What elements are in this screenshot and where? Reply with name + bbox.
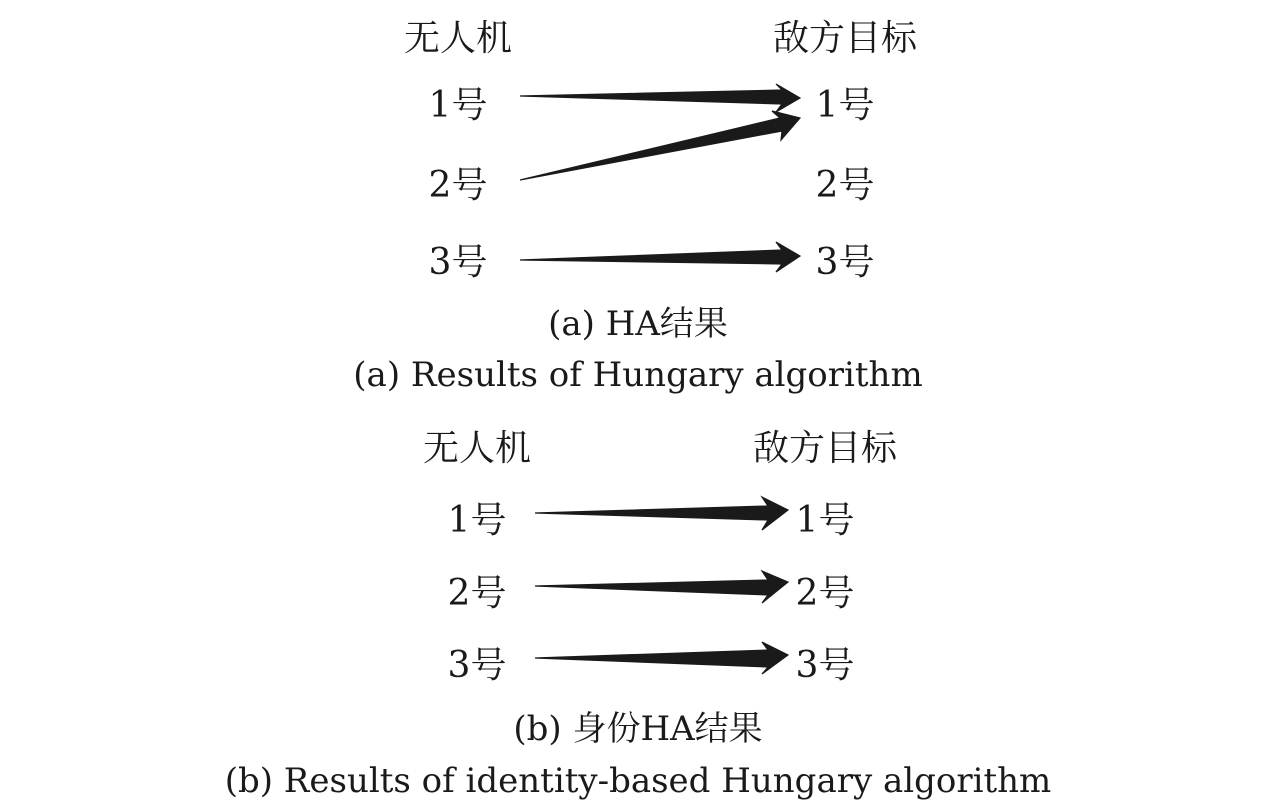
- panel-a-caption-cn: (a) HA结果: [548, 304, 728, 344]
- panel-b-arrow-1-to-1: [535, 497, 788, 530]
- panel-b-target-2: 2号: [795, 573, 855, 614]
- panel-a-right-header: 敌方目标: [772, 18, 918, 59]
- panel-a-left-header: 无人机: [403, 18, 513, 59]
- panel-b-target-1: 1号: [795, 500, 855, 541]
- panel-b: [225, 428, 1052, 801]
- panel-b-right-header: 敌方目标: [752, 428, 898, 469]
- panel-a: [353, 18, 922, 395]
- panel-a-arrow-3-to-3: [520, 242, 800, 272]
- panel-a-arrow-2-to-1: [520, 111, 800, 180]
- panel-a-arrow-1-to-1: [520, 84, 800, 112]
- panel-a-target-2: 2号: [815, 165, 875, 206]
- panel-a-caption-en: (a) Results of Hungary algorithm: [353, 355, 923, 395]
- panel-b-drone-1: 1号: [447, 500, 507, 541]
- panel-b-target-3: 3号: [795, 645, 855, 686]
- panel-b-arrow-2-to-2: [535, 571, 788, 603]
- panel-b-caption-en: (b) Results of identity-based Hungary algorithm: [224, 761, 1052, 801]
- panel-b-drone-2: 2号: [447, 573, 507, 614]
- panel-a-target-3: 3号: [815, 242, 875, 283]
- panel-b-caption-cn: (b) 身份HA结果: [513, 709, 763, 749]
- panel-b-arrow-3-to-3: [535, 642, 788, 674]
- panel-b-drone-3: 3号: [447, 645, 507, 686]
- panel-b-left-header: 无人机: [422, 428, 532, 469]
- panel-a-drone-2: 2号: [428, 165, 488, 206]
- panel-a-drone-3: 3号: [428, 242, 488, 283]
- panel-a-target-1: 1号: [815, 85, 875, 126]
- panel-a-drone-1: 1号: [428, 85, 488, 126]
